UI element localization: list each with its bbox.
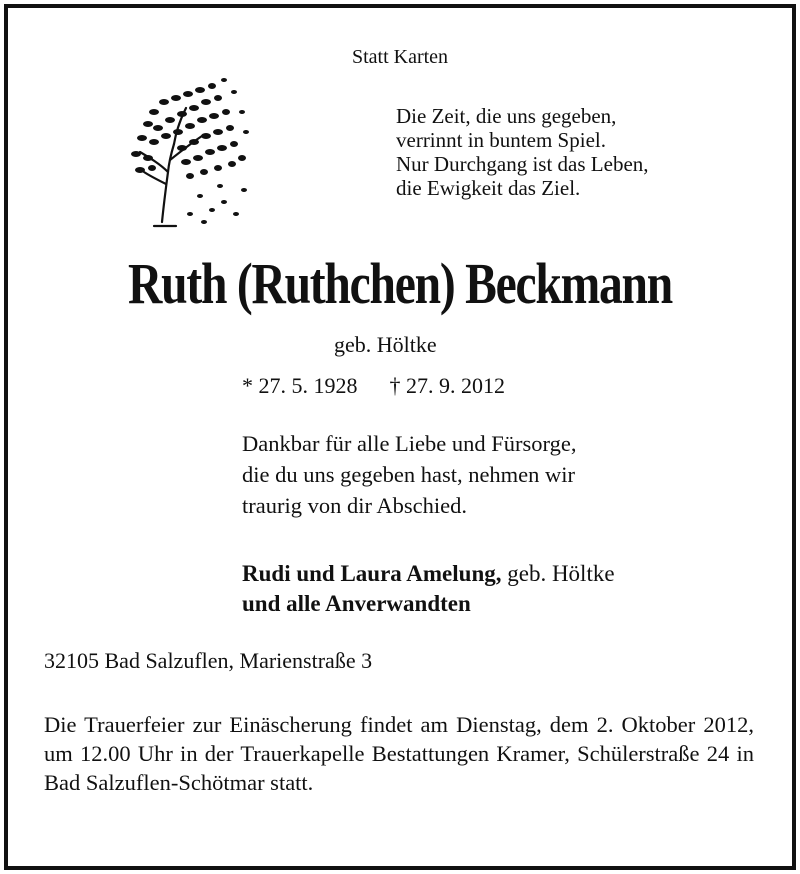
- thanks-line: traurig von dir Abschied.: [242, 493, 467, 518]
- death-date: † 27. 9. 2012: [389, 373, 505, 398]
- deceased-birth-name: geb. Höltke: [334, 332, 437, 357]
- ceremony-text: Die Trauerfeier zur Einäscherung findet am Dienstag, dem 2. Oktober 2012, um 12.00 Uhr in der Trauerkapelle Bestattungen Kramer, Schülerstraße 24 in Bad Salzuflen-Schötmar statt.: [44, 712, 754, 795]
- mourners-names: Rudi und Laura Amelung,: [242, 561, 502, 586]
- thanks-line: Dankbar für alle Liebe und Fürsorge,: [242, 431, 577, 456]
- relatives-line: [242, 589, 615, 619]
- poem-line: die Ewigkeit das Ziel.: [396, 176, 581, 200]
- poem: [396, 104, 649, 200]
- header-statt-karten: Statt Karten: [351, 46, 449, 68]
- poem-line: Nur Durchgang ist das Leben,: [396, 152, 649, 176]
- relatives: und alle Anverwandten: [242, 591, 471, 616]
- thanks-text: [242, 428, 576, 521]
- birth-date: * 27. 5. 1928: [242, 373, 358, 398]
- mourners-line: [242, 559, 615, 589]
- address: 32105 Bad Salzuflen, Marienstraße 3: [44, 648, 373, 673]
- mourners-birth-name: geb. Höltke: [501, 561, 615, 586]
- tree-with-falling-leaves-icon: [124, 72, 256, 230]
- poem-line: Die Zeit, die uns gegeben,: [396, 104, 617, 128]
- mourners: [242, 559, 615, 619]
- deceased-name: Ruth (Ruthchen) Beckmann: [128, 251, 672, 316]
- thanks-line: die du uns gegeben hast, nehmen wir: [242, 462, 576, 487]
- poem-line: verrinnt in buntem Spiel.: [396, 128, 606, 152]
- life-dates: [242, 373, 505, 399]
- ceremony-info: [44, 710, 754, 797]
